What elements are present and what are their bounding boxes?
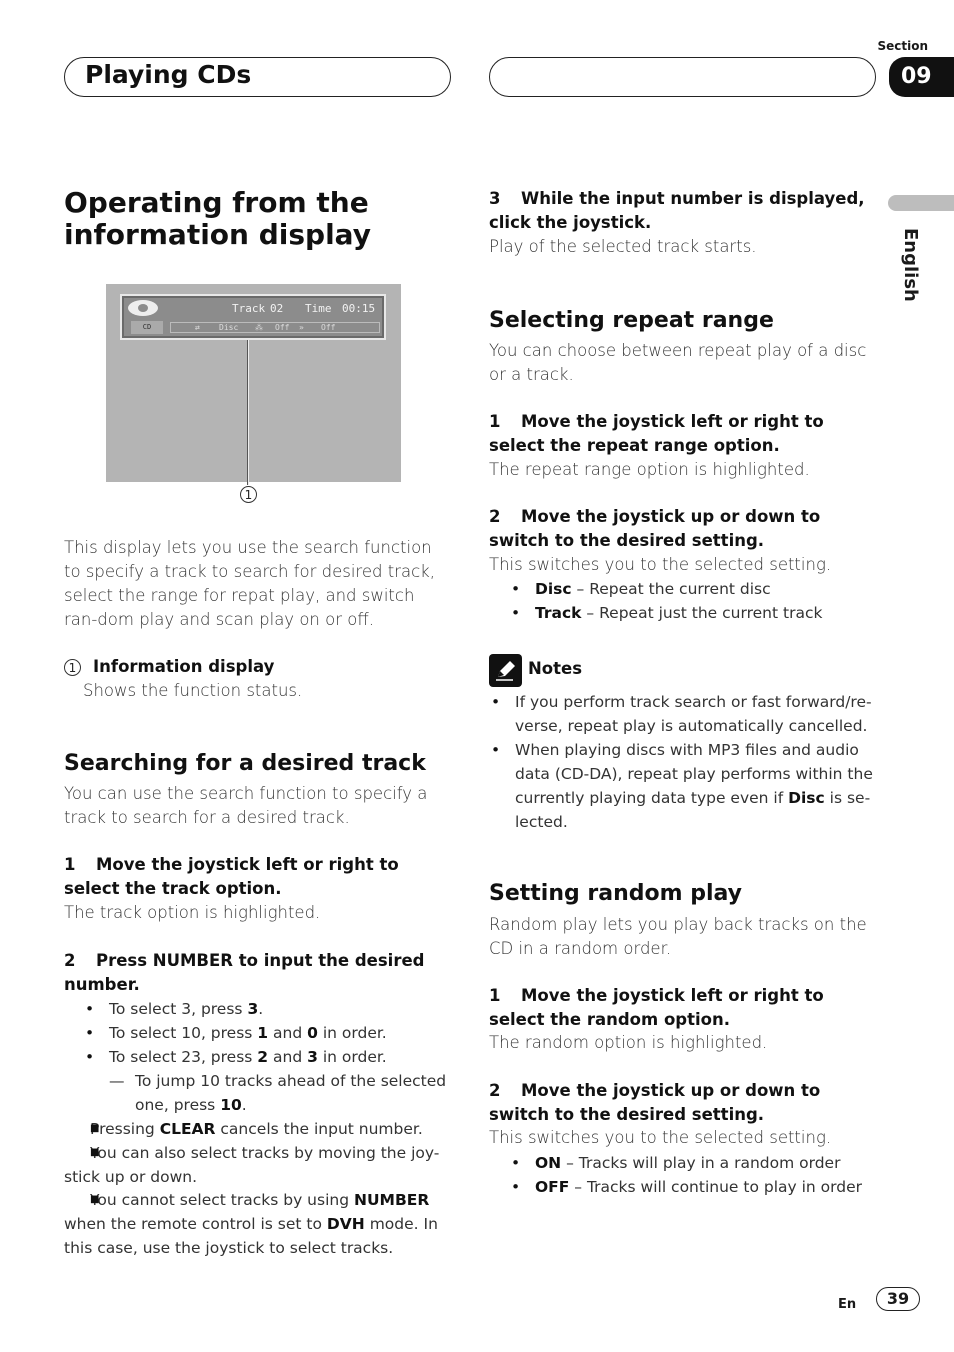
screen-func-off-scan: Off [321,323,336,332]
callout-number: 1 [240,486,257,503]
header-title-pill [64,57,451,97]
notes-pencil-icon [489,654,522,687]
search-step-2 [64,949,450,997]
step-number: 2 [489,1081,501,1100]
notes-title: Notes [528,659,583,678]
random-intro: Random play lets you play back tracks on the CD in a random order. [489,915,867,958]
scan-icon: » [299,323,304,332]
random-icon: ⁂ [255,323,263,332]
header-blank-pill [489,57,876,97]
screen-time-value: 00:15 [342,302,376,315]
legend-title: Information display [93,657,275,676]
screen-time-label: Time [305,302,332,315]
random-step-1 [489,984,875,1032]
list-item: • Disc – Repeat the current disc [535,577,875,601]
joystick-note: ■ You can also select tracks by moving the joy-stick up or down. [64,1141,444,1189]
section-number-badge [889,57,954,97]
jump-tip: — To jump 10 tracks ahead of the selected one, press 10. [135,1069,450,1117]
language-tab [888,195,954,211]
step-text: While the input number is displayed, click the joystick. [489,189,865,232]
page-number: 39 [876,1287,920,1311]
step-text: Move the joystick up or down to switch to the desired setting. [489,507,821,550]
clear-note: ■ Pressing CLEAR cancels the input number. [64,1117,450,1141]
list-item: • To select 10, press 1 and 0 in order. [109,1021,449,1045]
step-number: 3 [489,189,501,208]
legend-item [64,655,450,679]
repeat-options-list [535,577,875,625]
list-item: • OFF – Tracks will continue to play in order [535,1175,875,1199]
list-item: • To select 23, press 2 and 3 in order. [109,1045,449,1069]
legend-desc: Shows the function status. [83,681,303,700]
step-text: Move the joystick left or right to select the repeat range option. [489,412,824,455]
repeat-step-1-result: The repeat range option is highlighted. [489,460,810,479]
search-heading: Searching for a desired track [64,751,426,776]
dash-glyph: — [109,1072,125,1090]
list-item: • To select 3, press 3. [109,997,449,1021]
display-screen [120,294,386,340]
step-text: Move the joystick up or down to switch to the desired setting. [489,1081,821,1124]
screen-func-disc: Disc [219,323,239,332]
intro-paragraph: This display lets you use the search function to specify a track to search for desired track, select the range for repat play, and switch ran-dom play and scan play on or off. [64,538,435,629]
screen-track-value: 02 [270,302,284,315]
random-options-list [535,1151,875,1199]
remote-note: ■ You cannot select tracks by using NUMBER when the remote control is set to DVH mode. In this case, use the joystick to select tracks. [64,1188,450,1260]
function-status-bar [170,322,380,333]
repeat-step-2 [489,505,879,553]
step-number: 1 [489,986,501,1005]
step-number: 1 [489,412,501,431]
screen-func-off-random: Off [275,323,290,332]
step-text: Press NUMBER to input the desired number. [64,951,425,994]
repeat-step-2-result: This switches you to the selected setting. [489,555,832,574]
search-step-3 [489,187,875,235]
legend-number: 1 [64,659,81,676]
repeat-heading: Selecting repeat range [489,308,774,333]
list-item: • ON – Tracks will play in a random order [535,1151,875,1175]
search-step-1 [64,853,450,901]
repeat-intro: You can choose between repeat play of a disc or a track. [489,341,867,384]
section-number: 09 [901,64,932,89]
step-number: 1 [64,855,76,874]
search-step-1-result: The track option is highlighted. [64,903,321,922]
chapter-title: Playing CDs [85,60,252,89]
callout-line [247,340,249,485]
search-step-3-result: Play of the selected track starts. [489,237,757,256]
repeat-icon: ⇄ [195,323,200,332]
repeat-step-1 [489,410,875,458]
page-heading: Operating from the information display [64,186,371,251]
screen-track-label: Track [232,302,266,315]
disc-icon [128,300,158,316]
information-display-figure [106,284,401,482]
list-item: • If you perform track search or fast forward/re-verse, repeat play is automatically cancelled. [515,690,875,738]
random-step-2-result: This switches you to the selected setting. [489,1128,832,1147]
random-heading: Setting random play [489,881,743,906]
list-item: • When playing discs with MP3 files and audio data (CD-DA), repeat play performs within the currently playing data type even if Disc is se-lected. [515,738,875,834]
notes-list [515,690,875,834]
step-text: Move the joystick left or right to select the random option. [489,986,824,1029]
step-text: Move the joystick left or right to select the track option. [64,855,399,898]
footer-lang-code: En [838,1297,857,1312]
random-step-2 [489,1079,879,1127]
language-label: English [900,228,921,302]
list-item: • Track – Repeat just the current track [535,601,875,625]
random-step-1-result: The random option is highlighted. [489,1033,768,1052]
step-number: 2 [64,951,76,970]
screen-cd-button: CD [131,321,163,334]
search-intro: You can use the search function to specify a track to search for a desired track. [64,784,428,827]
number-input-list [109,997,449,1069]
section-label: Section [877,39,928,53]
step-number: 2 [489,507,501,526]
